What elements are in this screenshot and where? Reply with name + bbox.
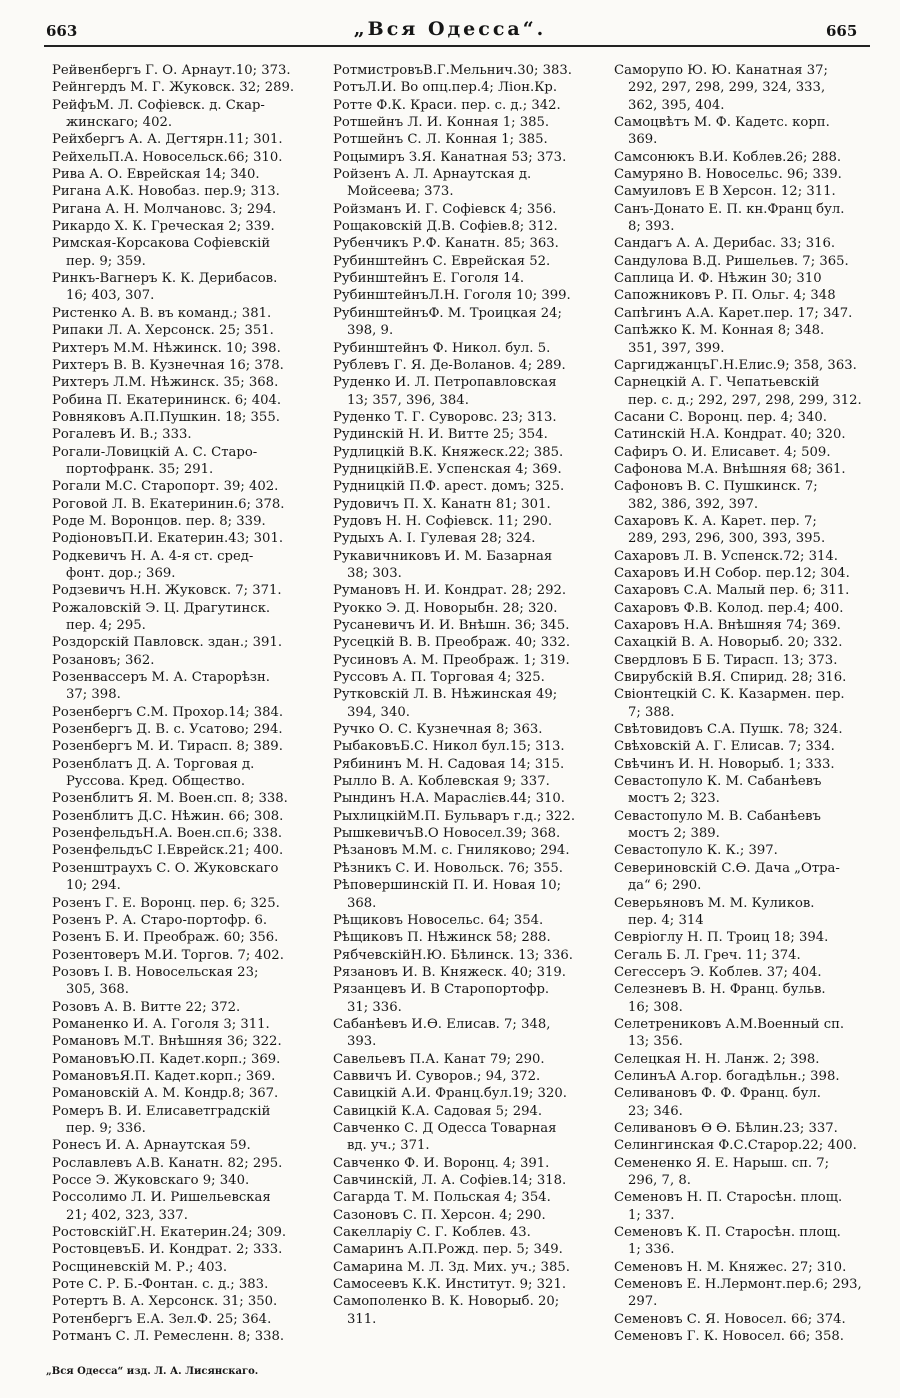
directory-entry: Сагарда Т. М. Польская 4; 354.: [333, 1190, 551, 1206]
directory-entry: Семеновъ С. Я. Новосел. 66; 374.: [614, 1311, 846, 1327]
directory-entry: РыбаковъБ.С. Никол бул.15; 313.: [333, 739, 565, 755]
directory-entry: Семеновъ Н. П. Старосѣн. площ. 1; 337.: [614, 1190, 843, 1223]
directory-entry: Розовъ І. В. Новосельская 23; 305, 368.: [52, 964, 259, 998]
directory-entry: Русаневичъ И. И. Внѣшн. 36; 345.: [333, 618, 570, 633]
directory-entry: Саввичъ И. Суворов.; 94, 372.: [333, 1068, 541, 1084]
directory-entry: Савицкій К.А. Садовая 5; 294.: [333, 1103, 543, 1119]
directory-entry: Родкевичъ Н. А. 4-я ст. сред- фонт. дор.; 369.: [52, 548, 254, 581]
directory-entry: Розенштраухъ С. О. Жуковскаго 10; 294.: [52, 860, 279, 894]
directory-entry: Сандагъ А. А. Дерибас. 33; 316.: [614, 236, 836, 252]
directory-entry: РотмистровъВ.Г.Мельнич.30; 383.: [333, 63, 572, 78]
directory-entry: Рѣзановъ М.М. с. Гниляково; 294.: [333, 843, 570, 859]
directory-entry: Семеновъ К. П. Старосѣн. площ. 1; 336.: [614, 1225, 841, 1258]
directory-entry: Свердловъ Б Б. Тирасп. 13; 373.: [614, 652, 838, 668]
directory-entry: Розовъ А. В. Витте 22; 372.: [52, 999, 241, 1015]
directory-entry: Рябининъ М. Н. Садовая 14; 315.: [333, 756, 565, 772]
directory-entry: Семененко Я. Е. Нарыш. сп. 7; 296, 7, 8.: [614, 1155, 830, 1188]
directory-entry: Рихтеръ М.М. Нѣжинск. 10; 398.: [52, 340, 281, 356]
directory-entry: Рѣщиковъ П. Нѣжинск 58; 288.: [333, 930, 551, 946]
directory-entry: Роде М. Воронцов. пер. 8; 339.: [52, 513, 266, 529]
directory-entry: Ригана А. Н. Молчановс. 3; 294.: [52, 201, 277, 217]
directory-entry: Севериновскій С.Ѳ. Дача „Отра- да“ 6; 290.: [614, 860, 840, 894]
directory-entry: Сапѣжко К. М. Конная 8; 348. 351, 397, 399.: [614, 323, 825, 356]
page-number-right: 665: [826, 22, 858, 40]
directory-entry: Рудовъ Н. Н. Софіевск. 11; 290.: [333, 513, 553, 529]
directory-entry: Сахаровъ К. А. Карет. пер. 7; 289, 293, 296, 300, 393, 395.: [614, 513, 826, 547]
directory-entry: Сакелларіу С. Г. Коблев. 43.: [333, 1225, 531, 1241]
directory-entry: Рипаки Л. А. Херсонск. 25; 351.: [52, 323, 274, 339]
directory-entry: Севастопуло К. К.; 397.: [614, 843, 778, 859]
directory-entry: СелинъА А.гор. богадѣльн.; 398.: [614, 1068, 840, 1084]
directory-entry: Рихтеръ В. В. Кузнечная 16; 378.: [52, 357, 284, 373]
directory-entry: РотъЛ.И. Во опц.пер.4; Ліон.Кр.: [333, 80, 558, 96]
directory-entry: Розентоверъ М.И. Торгов. 7; 402.: [52, 947, 284, 963]
directory-entry: Сандулова В.Д. Ришельев. 7; 365.: [614, 253, 849, 269]
publisher-footer: „Вся Одесса“ изд. Л. А. Лисянскаго.: [46, 1366, 259, 1377]
directory-entry: Савельевъ П.А. Канат 79; 290.: [333, 1051, 545, 1067]
directory-entry: Селивановъ Ф. Ф. Франц. бул. 23; 346.: [614, 1086, 821, 1119]
directory-entry: Самаринъ А.П.Рожд. пер. 5; 349.: [333, 1242, 563, 1258]
directory-entry: Селингинская Ф.С.Старор.22; 400.: [614, 1138, 857, 1154]
directory-entry: Ригана А.К. Новобаз. пер.9; 313.: [52, 184, 280, 200]
directory-entry: Ристенко А. В. въ команд.; 381.: [52, 305, 272, 321]
directory-entry: Семеновъ Г. К. Новосел. 66; 358.: [614, 1329, 844, 1345]
directory-entry: Рукавичниковъ И. М. Базарная 38; 303.: [333, 548, 553, 581]
directory-entry: Ромеръ В. И. Елисаветградскій пер. 9; 336.: [52, 1103, 271, 1136]
directory-entry: Саморупо Ю. Ю. Канатная 37; 292, 297, 298, 299, 324, 333, 362, 395, 404.: [614, 63, 828, 113]
directory-entry: Ротертъ В. А. Херсонск. 31; 350.: [52, 1294, 278, 1310]
directory-entry: Рубенчикъ Р.Ф. Канатн. 85; 363.: [333, 236, 559, 252]
directory-entry: Ройзманъ И. Г. Софіевск 4; 356.: [333, 201, 557, 217]
directory-entry: Розенблитъ Я. М. Воен.сп. 8; 338.: [52, 791, 288, 807]
directory-entry: Руденко И. Л. Петропавловская 13; 357, 396, 384.: [333, 375, 557, 408]
directory-entry: РозенфельдъН.А. Воен.сп.6; 338.: [52, 826, 283, 842]
directory-entry: Розановъ; 362.: [52, 652, 155, 668]
directory-entry: Розенвассеръ М. А. Старорѣзн. 37; 398.: [52, 670, 270, 703]
directory-entry: Селецкая Н. Н. Ланж. 2; 398.: [614, 1051, 820, 1067]
directory-entry: РомановъЯ.П. Кадет.корп.; 369.: [52, 1068, 276, 1084]
directory-entry: Ровняковъ А.П.Пушкин. 18; 355.: [52, 409, 280, 425]
directory-entry: Сафоновъ В. С. Пушкинск. 7; 382, 386, 392, 397.: [614, 479, 818, 512]
directory-entry: Севріоглу Н. П. Троиц 18; 394.: [614, 930, 829, 946]
directory-entry: Рудовичъ П. Х. Канатн 81; 301.: [333, 496, 551, 512]
directory-entry: Самоцвѣтъ М. Ф. Кадетс. корп. 369.: [614, 115, 830, 148]
directory-entry: СаргиджанцъГ.Н.Елис.9; 358, 363.: [614, 357, 857, 373]
directory-entry: Рива А. О. Еврейская 14; 340.: [52, 167, 260, 183]
directory-entry: Рикардо Х. К. Греческая 2; 339.: [52, 219, 275, 235]
directory-entry: Сабанѣевъ И.Ѳ. Елисав. 7; 348, 393.: [333, 1016, 551, 1050]
directory-entry: Романовъ М.Т. Внѣшняя 36; 322.: [52, 1034, 282, 1050]
directory-entry: Селивановъ Ѳ Ѳ. Бѣлин.23; 337.: [614, 1120, 838, 1136]
directory-entry: РубинштейнъФ. М. Троицкая 24; 398, 9.: [333, 305, 562, 339]
directory-entry: Самосеевъ К.К. Институт. 9; 321.: [333, 1277, 567, 1293]
column-2: [333, 62, 603, 1328]
directory-entry: Рубинштейнъ Е. Гоголя 14.: [333, 271, 525, 287]
directory-entry: Рихтеръ Л.М. Нѣжинск. 35; 368.: [52, 375, 279, 391]
directory-entry: Румановъ Н. И. Кондрат. 28; 292.: [333, 583, 567, 599]
directory-entry: Рудлицкій В.К. Княжеск.22; 385.: [333, 444, 564, 460]
directory-entry: Ротте Ф.К. Краси. пер. с. д.; 342.: [333, 97, 561, 113]
directory-entry: Руссовъ А. П. Торговая 4; 325.: [333, 670, 545, 686]
directory-entry: РостовцевъБ. И. Кондрат. 2; 333.: [52, 1242, 283, 1258]
directory-entry: Селетрениковъ А.М.Военный сп. 13; 356.: [614, 1016, 845, 1050]
directory-entry: Розенбергъ Д. В. с. Усатово; 294.: [52, 722, 283, 738]
directory-entry: Сахаровъ Н.А. Внѣшняя 74; 369.: [614, 618, 841, 633]
directory-entry: Сахацкій В. А. Новорыб. 20; 332.: [614, 635, 843, 651]
directory-entry: Самсонюкъ В.И. Коблев.26; 288.: [614, 149, 842, 165]
directory-entry: РодіоновъП.И. Екатерин.43; 301.: [52, 531, 284, 547]
directory-entry: Рубинштейнъ Ф. Никол. бул. 5.: [333, 340, 551, 356]
directory-entry: Родзевичъ Н.Н. Жуковск. 7; 371.: [52, 583, 282, 599]
directory-entry: Сарнецкій А. Г. Чепатьевскій пер. с. д.; 292, 297, 298, 299, 312.: [614, 375, 862, 408]
directory-entry: Сахаровъ Ф.В. Колод. пер.4; 400.: [614, 600, 844, 616]
directory-entry: Свѣтовидовъ С.А. Пушк. 78; 324.: [614, 722, 843, 738]
directory-entry: Свѣховскій А. Г. Елисав. 7; 334.: [614, 739, 835, 755]
directory-entry: Рославлевъ А.В. Канатн. 82; 295.: [52, 1155, 283, 1171]
directory-entry: Санъ-Донато Е. П. кн.Франц бул. 8; 393.: [614, 201, 845, 235]
directory-entry: Роздорскій Павловск. здан.; 391.: [52, 635, 283, 651]
directory-entry: РудницкійВ.Е. Успенская 4; 369.: [333, 461, 562, 477]
directory-entry: Розенблитъ Д.С. Нѣжин. 66; 308.: [52, 808, 284, 824]
directory-entry: Северьяновъ М. М. Куликов. пер. 4; 314: [614, 895, 815, 928]
directory-entry: РябчевскійН.Ю. Бѣлинск. 13; 336.: [333, 947, 573, 963]
directory-entry: Русецкій В. В. Преображ. 40; 332.: [333, 635, 571, 651]
directory-entry: Рубинштейнъ С. Еврейская 52.: [333, 253, 551, 269]
directory-entry: Сахаровъ С.А. Малый пер. 6; 311.: [614, 583, 850, 599]
directory-entry: Романовскій А. М. Кондр.8; 367.: [52, 1086, 279, 1102]
directory-entry: Рутковскій Л. В. Нѣжинская 49; 394, 340.: [333, 687, 558, 720]
directory-entry: Савченко С. Д Одесса Товарная вд. уч.; 371.: [333, 1120, 557, 1154]
directory-entry: РышкевичъВ.О Новосел.39; 368.: [333, 826, 561, 842]
directory-entry: Розенбергъ М. И. Тирасп. 8; 389.: [52, 739, 283, 755]
directory-entry: Рожаловскій Э. Ц. Драгутинск. пер. 4; 295.: [52, 600, 271, 633]
directory-entry: Руокко Э. Д. Новорыбн. 28; 320.: [333, 600, 558, 616]
directory-entry: Розенъ Р. А. Старо-портофр. 6.: [52, 912, 268, 928]
directory-entry: Росщиневскій М. Р.; 403.: [52, 1259, 228, 1275]
directory-entry: Рублевъ Г. Я. Де-Воланов. 4; 289.: [333, 357, 566, 373]
directory-entry: Семеновъ Н. М. Княжес. 27; 310.: [614, 1259, 847, 1275]
directory-entry: Розенбергъ С.М. Прохор.14; 384.: [52, 704, 284, 720]
directory-entry: Сатинскій Н.А. Кондрат. 40; 320.: [614, 427, 846, 443]
directory-entry: Сахаровъ Л. В. Успенск.72; 314.: [614, 548, 839, 564]
directory-entry: Севастопуло К. М. Сабанѣевъ мостъ 2; 323.: [614, 774, 822, 807]
directory-entry: Рогали-Ловицкій А. С. Старо- портофранк. 35; 291.: [52, 444, 258, 477]
directory-entry: Рѣповершинскій П. И. Новая 10; 368.: [333, 878, 562, 911]
directory-entry: Розенъ Г. Е. Воронц. пер. 6; 325.: [52, 895, 280, 911]
directory-entry: Рогалевъ И. В.; 333.: [52, 427, 192, 443]
directory-entry: Савченко Ф. И. Воронц. 4; 391.: [333, 1155, 550, 1171]
directory-entry: Семеновъ Е. Н.Лермонт.пер.6; 293, 297.: [614, 1277, 862, 1310]
page-number-left: 663: [46, 22, 78, 40]
directory-entry: Рейвенбергъ Г. О. Арнаут.10; 373.: [52, 63, 291, 78]
directory-entry: РостовскійГ.Н. Екатерин.24; 309.: [52, 1225, 287, 1241]
running-title: „Вся Одесса“.: [353, 18, 547, 40]
directory-entry: Самополенко В. К. Новорыб. 20; 311.: [333, 1294, 560, 1327]
directory-entry: Самуряно В. Новосельс. 96; 339.: [614, 167, 842, 183]
directory-entry: РейхельП.А. Новосельск.66; 310.: [52, 149, 283, 165]
directory-entry: Робина П. Екатерининск. 6; 404.: [52, 392, 282, 408]
directory-entry: Свѣчинъ И. Н. Новорыб. 1; 333.: [614, 756, 835, 772]
directory-entry: Сазоновъ С. П. Херсон. 4; 290.: [333, 1207, 546, 1223]
directory-entry: РомановъЮ.П. Кадет.корп.; 369.: [52, 1051, 281, 1067]
directory-entry: Россолимо Л. И. Ришельевская 21; 402, 323, 337.: [52, 1190, 271, 1223]
directory-entry: Рылло В. А. Коблевская 9; 337.: [333, 774, 550, 790]
directory-entry: Розенблатъ Д. А. Торговая д. Руссова. Кред. Общество.: [52, 756, 255, 790]
column-1: [52, 62, 322, 1345]
directory-entry: РозенфельдъС І.Еврейск.21; 400.: [52, 843, 284, 859]
directory-entry: Рындинъ Н.А. Мараслієв.44; 310.: [333, 791, 565, 807]
directory-entry: Ротшейнъ С. Л. Конная 1; 385.: [333, 132, 548, 148]
directory-entry: Ротманъ С. Л. Ремесленн. 8; 338.: [52, 1329, 285, 1345]
directory-entry: Свирубскій В.Я. Спирид. 28; 316.: [614, 670, 847, 686]
directory-entry: Роговой Л. В. Екатеринин.6; 378.: [52, 496, 285, 512]
directory-entry: Сапожниковъ Р. П. Ольг. 4; 348: [614, 288, 836, 304]
directory-entry: Романенко И. А. Гоголя 3; 311.: [52, 1016, 270, 1032]
directory-entry: Самуиловъ Е В Херсон. 12; 311.: [614, 184, 836, 200]
directory-entry: Рязановъ И. В. Княжеск. 40; 319.: [333, 964, 566, 980]
directory-entry: Руденко Т. Г. Суворовс. 23; 313.: [333, 409, 557, 425]
directory-entry: Рѣзникъ С. И. Новольск. 76; 355.: [333, 860, 563, 876]
directory-entry: РейфъМ. Л. Софіевск. д. Скар- жинскаго; 402.: [52, 97, 265, 131]
directory-entry: Ройзенъ А. Л. Арнаутская д. Мойсеева; 373.: [333, 167, 532, 200]
directory-entry: Свіонтецкій С. К. Казармен. пер. 7; 388.: [614, 687, 845, 720]
directory-entry: Рѣщиковъ Новосельс. 64; 354.: [333, 912, 544, 928]
directory-entry: Самарина М. Л. Зд. Мих. уч.; 385.: [333, 1259, 570, 1275]
directory-entry: Сапѣгинъ А.А. Карет.пер. 17; 347.: [614, 305, 853, 321]
directory-entry: РыхлицкійМ.П. Бульваръ г.д.; 322.: [333, 808, 576, 824]
directory-entry: Ротенбергъ Е.А. Зел.Ф. 25; 364.: [52, 1311, 272, 1327]
directory-entry: Рудинскій Н. И. Витте 25; 354.: [333, 427, 548, 443]
directory-entry: Рязанцевъ И. В Старопортофр. 31; 336.: [333, 982, 550, 1015]
directory-entry: Ронесъ И. А. Арнаутская 59.: [52, 1138, 251, 1154]
directory-entry: Сафиръ О. И. Елисавет. 4; 509.: [614, 444, 831, 460]
directory-entry: Сегаль Б. Л. Греч. 11; 374.: [614, 947, 801, 963]
directory-entry: Сафонова М.А. Внѣшняя 68; 361.: [614, 461, 846, 477]
directory-entry: Русиновъ А. М. Преображ. 1; 319.: [333, 652, 570, 668]
directory-entry: Роцымиръ З.Я. Канатная 53; 373.: [333, 149, 567, 165]
directory-entry: Римская-Корсакова Софіевскій пер. 9; 359.: [52, 236, 271, 269]
directory-entry: Савицкій А.И. Франц.бул.19; 320.: [333, 1086, 567, 1102]
column-3: [614, 62, 884, 1345]
directory-entry: Савчинскій, Л. А. Софіев.14; 318.: [333, 1173, 567, 1188]
directory-entry: Саплица И. Ф. Нѣжин 30; 310: [614, 271, 822, 287]
directory-entry: Ринкъ-Вагнеръ К. К. Дерибасов. 16; 403, 307.: [52, 271, 278, 304]
directory-entry: Рощаковскій Д.В. Софіев.8; 312.: [333, 219, 558, 235]
directory-entry: Сасани С. Воронц. пер. 4; 340.: [614, 409, 827, 425]
directory-entry: РубинштейнъЛ.Н. Гоголя 10; 399.: [333, 288, 571, 304]
directory-entry: Розенъ Б. И. Преображ. 60; 356.: [52, 930, 279, 946]
directory-entry: Рейнгердъ М. Г. Жуковск. 32; 289.: [52, 80, 295, 96]
directory-entry: Рудыхъ А. І. Гулевая 28; 324.: [333, 531, 536, 547]
directory-entry: Сегессеръ Э. Коблев. 37; 404.: [614, 964, 822, 980]
directory-entry: Россе Э. Жуковскаго 9; 340.: [52, 1173, 250, 1188]
directory-entry: Рудницкій П.Ф. арест. домъ; 325.: [333, 479, 565, 495]
directory-entry: Роте С. Р. Б.-Фонтан. с. д.; 383.: [52, 1277, 269, 1293]
directory-entry: Рогали М.С. Старопорт. 39; 402.: [52, 479, 279, 495]
header-rule: [44, 45, 870, 47]
directory-entry: Севастопуло М. В. Сабанѣевъ мостъ 2; 389.: [614, 808, 821, 842]
directory-entry: Сахаровъ И.Н Собор. пер.12; 304.: [614, 565, 850, 581]
directory-entry: Ротшейнъ Л. И. Конная 1; 385.: [333, 115, 550, 131]
directory-entry: Селезневъ В. Н. Франц. бульв. 16; 308.: [614, 982, 826, 1015]
directory-entry: Ручко О. С. Кузнечная 8; 363.: [333, 722, 543, 738]
directory-entry: Рейхбергъ А. А. Дегтярн.11; 301.: [52, 132, 283, 148]
